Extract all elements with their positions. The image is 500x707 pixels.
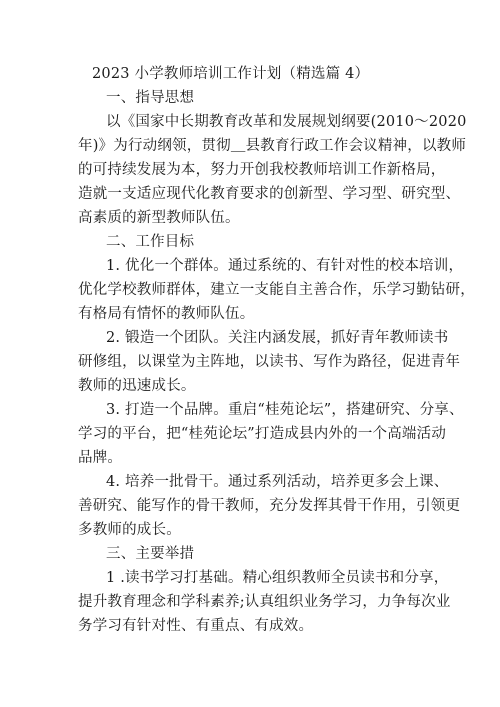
paragraph-line: 品牌。 [78, 450, 123, 466]
paragraph-line: 学习的平台，把“桂苑论坛”打造成县内外的一个高端活动 [78, 426, 447, 442]
paragraph-line: 造就一支适应现代化教育要求的创新型、学习型、研究型、 [78, 186, 461, 202]
paragraph-line: 以《国家中长期教育改革和发展规划纲要(2010～2020 [106, 114, 467, 130]
paragraph-line: 3. 打造一个品牌。重启“桂苑论坛”，搭建研究、分享、 [106, 402, 464, 418]
paragraph-line: 1. 优化一个群体。通过系统的、有针对性的校本培训， [106, 258, 464, 274]
section-heading: 一、指导思想 [106, 90, 195, 106]
paragraph-line: 2. 锻造一个团队。关注内涵发展，抓好青年教师读书 [106, 330, 449, 346]
paragraph-line: 的可持续发展为本，努力开创我校教师培训工作新格局， [78, 162, 446, 178]
section-heading: 三、主要举措 [106, 546, 195, 562]
document-body [78, 62, 475, 638]
paragraph-line: 教师的迅速成长。 [78, 378, 196, 394]
document-lines [78, 86, 475, 638]
paragraph-line: 有格局有情怀的教师队伍。 [78, 306, 255, 322]
paragraph-line: 年)》为行动纲领，贯彻＿县教育行政工作会议精神，以教师 [78, 138, 467, 154]
paragraph-line: 1 .读书学习打基础。精心组织教师全员读书和分享， [106, 570, 449, 586]
document-title: 2023 小学教师培训工作计划（精选篇 4） [92, 66, 370, 82]
paragraph-line: 研修组，以课堂为主阵地，以读书、写作为路径，促进青年 [78, 354, 461, 370]
paragraph-line: 4. 培养一批骨干。通过系列活动，培养更多会上课、 [106, 474, 449, 490]
paragraph-line: 提升教育理念和学科素养;认真组织业务学习，力争每次业 [78, 594, 451, 610]
paragraph-line: 高素质的新型教师队伍。 [78, 210, 240, 226]
paragraph-line: 务学习有针对性、有重点、有成效。 [78, 618, 314, 634]
paragraph-line: 善研究、能写作的骨干教师，充分发挥其骨干作用，引领更 [78, 498, 461, 514]
paragraph-line: 优化学校教师群体，建立一支能自主善合作，乐学习勤钻研， [78, 282, 475, 298]
section-heading: 二、工作目标 [106, 234, 195, 250]
paragraph-line: 多教师的成长。 [78, 522, 181, 538]
